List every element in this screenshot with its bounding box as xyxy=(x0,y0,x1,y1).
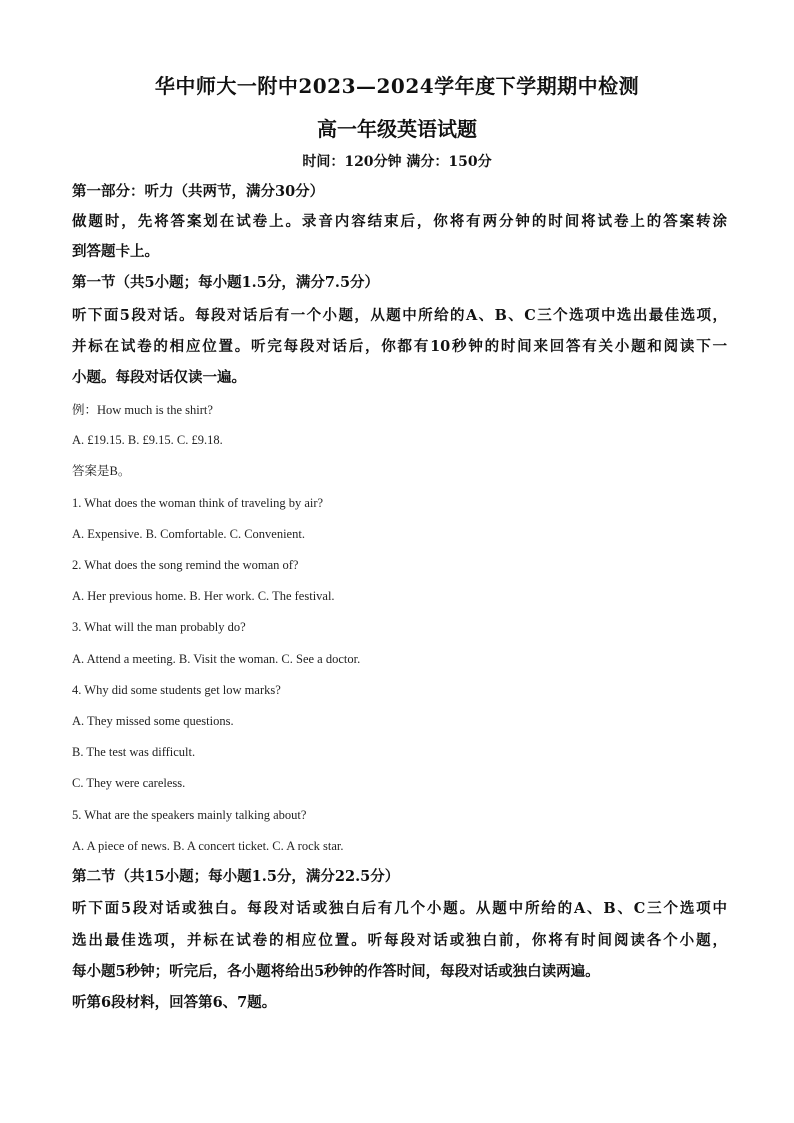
section1-heading: 第一节（共5小题；每小题1.5分，满分7.5分） xyxy=(72,274,380,291)
section2-heading: 第二节（共15小题；每小题1.5分，满分22.5分） xyxy=(72,868,400,885)
question-1-options: A. Expensive. B. Comfortable. C. Convenient. xyxy=(72,527,305,541)
section1-instruction-line1: 听下面5段对话。每段对话后有一个小题，从题中所给的A、B、C三个选项中选出最佳选项， xyxy=(72,307,727,324)
time-score-info: 时间：120分钟 满分：150分 xyxy=(302,154,492,170)
exam-title: 华中师大一附中2023—2024学年度下学期期中检测 xyxy=(154,74,640,98)
question-2-options: A. Her previous home. B. Her work. C. The festival. xyxy=(72,589,335,603)
question-5-options: A. A piece of news. B. A concert ticket. C. A rock star. xyxy=(72,839,344,853)
section2-instruction-line2: 选出最佳选项，并标在试卷的相应位置。听每段对话或独白前，你将有时间阅读各个小题， xyxy=(72,932,727,949)
part1-heading: 第一部分：听力（共两节，满分30分） xyxy=(72,183,325,200)
material-6-label: 听第6段材料，回答第6、7题。 xyxy=(72,994,277,1011)
exam-subtitle: 高一年级英语试题 xyxy=(317,117,477,141)
question-4-option-c: C. They were careless. xyxy=(72,776,186,790)
example-answer: 答案是B。 xyxy=(72,464,131,478)
question-4-option-a: A. They missed some questions. xyxy=(72,714,234,728)
section1-instruction-line3: 小题。每段对话仅读一遍。 xyxy=(72,369,246,386)
section2-instruction-line3: 每小题5秒钟；听完后，各小题将给出5秒钟的作答时间，每段对话或独白读两遍。 xyxy=(72,963,600,980)
example-question: 例：How much is the shirt? xyxy=(72,403,213,417)
part1-instruction-line1: 做题时，先将答案划在试卷上。录音内容结束后，你将有两分钟的时间将试卷上的答案转涂 xyxy=(72,213,727,230)
question-3-options: A. Attend a meeting. B. Visit the woman. C. See a doctor. xyxy=(72,652,361,666)
question-1: 1. What does the woman think of traveling by air? xyxy=(72,496,324,510)
section1-instruction-line2: 并标在试卷的相应位置。听完每段对话后，你都有10秒钟的时间来回答有关小题和阅读下一 xyxy=(72,338,727,355)
question-5: 5. What are the speakers mainly talking about? xyxy=(72,808,307,822)
question-4-option-b: B. The test was difficult. xyxy=(72,745,196,759)
section2-instruction-line1: 听下面5段对话或独白。每段对话或独白后有几个小题。从题中所给的A、B、C三个选项中 xyxy=(72,900,727,917)
question-3: 3. What will the man probably do? xyxy=(72,620,246,634)
part1-instruction-line2: 到答题卡上。 xyxy=(72,243,159,260)
example-options: A. £19.15. B. £9.15. C. £9.18. xyxy=(72,433,223,447)
question-4: 4. Why did some students get low marks? xyxy=(72,683,281,697)
question-2: 2. What does the song remind the woman of? xyxy=(72,558,299,572)
